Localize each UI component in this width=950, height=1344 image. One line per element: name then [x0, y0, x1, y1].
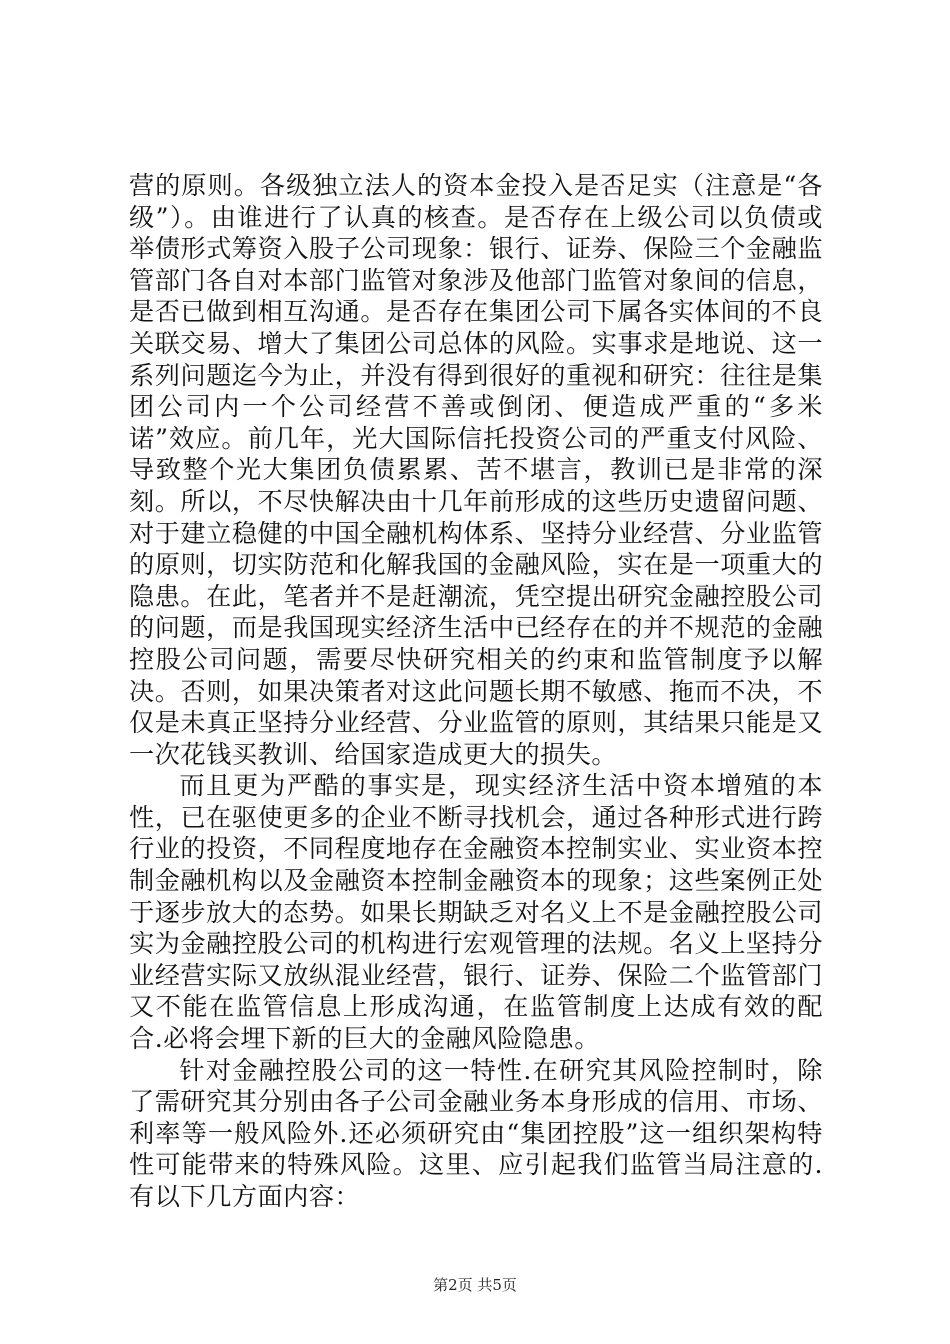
document-body: [129, 170, 823, 1213]
page-footer: 第2页 共5页: [433, 1276, 517, 1294]
paragraph-continuation: 营的原则。各级独立法人的资本金投入是否足实（注意是“各级”）。由谁进行了认真的核查。是否存在上级公司以负债或举债形式筹资入股子公司现象：银行、证券、保险三个金融监管部门各自对本部门监管对象涉及他部门监管对象间的信息，是否已做到相互沟通。是否存在集团公司下属各实体间的不良关联交易、增大了集团公司总体的风险。实事求是地说、这一系列问题迄今为止，并没有得到很好的重视和研究：往往是集团公司内一个公司经营不善或倒闭、便造成严重的“多米诺”效应。前几年，光大国际信托投资公司的严重支付风险、导致整个光大集团负债累累、苦不堪言，教训已是非常的深刻。所以，不尽快解决由十几年前形成的这些历史遗留问题、对于建立稳健的中国全融机构体系、坚持分业经营、分业监管的原则，切实防范和化解我国的金融风险，实在是一项重大的隐患。在此，笔者并不是赶潮流，凭空提出研究金融控股公司的问题，而是我国现实经济生活中已经存在的并不规范的金融控股公司问题，需要尽快研究相关的约束和监管制度予以解决。否则，如果决策者对这此问题长期不敏感、拖而不决，不仅是未真正坚持分业经营、分业监管的原则，其结果只能是又一次花钱买教训、给国家造成更大的损失。: [129, 171, 823, 769]
paragraph: 针对金融控股公司的这一特性.在研究其风险控制时，除了需研究其分别由各子公司金融业务本身形成的信用、市场、利率等一般风险外.还必须研究由“集团控股”这一组织架构特性可能带来的特殊风险。这里、应引起我们监管当局注意的.有以下几方面内容：: [129, 1055, 823, 1211]
paragraph: 而且更为严酷的事实是，现实经济生活中资本增殖的本性，已在驱使更多的企业不断寻找机会，通过各种形式进行跨行业的投资，不同程度地存在金融资本控制实业、实业资本控制金融机构以及金融资本控制金融资本的现象；这些案例正处于逐步放大的态势。如果长期缺乏对名义上不是金融控股公司实为金融控股公司的机构进行宏观管理的法规。名义上坚持分业经营实际又放纵混业经营，银行、证券、保险二个监管部门又不能在监管信息上形成沟通，在监管制度上达成有效的配合.必将会埋下新的巨大的金融风险隐患。: [129, 771, 823, 1054]
